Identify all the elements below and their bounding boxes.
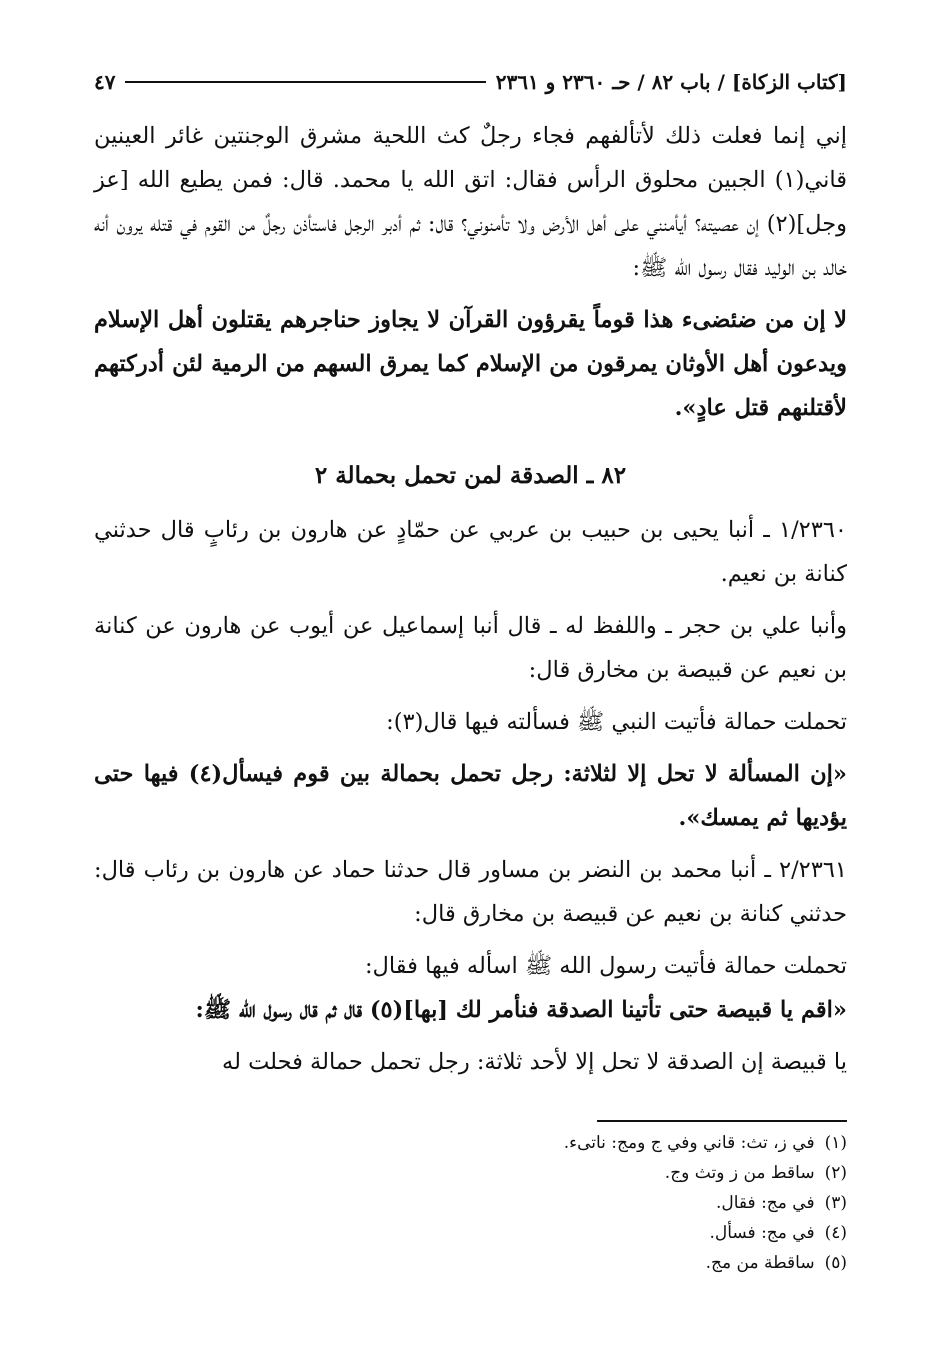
footnote-text: في مج: فسأل. bbox=[709, 1223, 815, 1243]
hadith-2360: ١/٢٣٦٠ ـ أنبا يحيى بن حبيب بن عربي عن حمّادٍ عن هارون بن رئابٍ قال حدثني كنانة بن نعيم. bbox=[94, 517, 847, 587]
footnote-text: ساقط من ز وتث وج. bbox=[664, 1163, 815, 1183]
footnote-number: (٥) bbox=[824, 1253, 847, 1273]
paragraph-4: وأنبا علي بن حجر ـ واللفظ له ـ قال أنبا إسماعيل عن أيوب عن هارون عن كنانة بن نعيم عن قبيصة بن مخارق قال: bbox=[94, 613, 847, 683]
footnote-text: في ز، تث: قاني وفي ج ومج: ناتىء. bbox=[563, 1133, 815, 1153]
footnote bbox=[94, 1218, 847, 1248]
header-title: [كتاب الزكاة] / باب ٨٢ / حـ ٢٣٦٠ و ٢٣٦١ bbox=[495, 70, 847, 94]
footnote-number: (٤) bbox=[824, 1223, 847, 1243]
footnote bbox=[94, 1188, 847, 1218]
paragraph-8: تحملت حمالة فأتيت رسول الله ﷺ اسأله فيها فقال: bbox=[364, 953, 847, 979]
footnote-divider bbox=[597, 1120, 847, 1122]
paragraph-2: لا إن من ضئضىء هذا قوماً يقرؤون القرآن لا يجاوز حناجرهم يقتلون أهل الإسلام ويدعون أهل الأوثان يمرقون من الإسلام كما يمرق السهم من الرمية لئن أدركتهم لأقتلنهم قتل عادٍ». bbox=[94, 307, 847, 421]
footnotes bbox=[94, 1128, 847, 1278]
header-rule bbox=[125, 81, 485, 83]
footnote-text: في مج: فقال. bbox=[716, 1193, 815, 1213]
paragraph-10: يا قبيصة إن الصدقة لا تحل إلا لأحد ثلاثة: رجل تحمل حمالة فحلت له bbox=[222, 1049, 847, 1075]
hadith-2361: ٢/٢٣٦١ ـ أنبا محمد بن النضر بن مساور قال حدثنا حماد عن هارون بن رئاب قال: حدثني كنانة بن نعيم عن قبيصة بن مخارق قال: bbox=[94, 857, 847, 927]
footnote bbox=[94, 1128, 847, 1158]
paragraph-5: تحملت حمالة فأتيت النبي ﷺ فسألته فيها قال(٣): bbox=[386, 709, 847, 735]
page-number: ٤٧ bbox=[94, 70, 116, 94]
footnote-number: (١) bbox=[824, 1133, 847, 1153]
paragraph-1: إني إنما فعلت ذلك لأتألفهم فجاء رجلٌ كث اللحية مشرق الوجنتين غائر العينين قاني(١) الجبين محلوق الرأس فقال: اتق الله يا محمد. قال: فمن يطيع الله [عز وجل](٢) إن عصيته؟ أيأمنني على أهل الأرض ولا تأمنوني؟ قال: ثم أدبر الرجل فاستأذن رجلٌ من القوم في قتله يرون أنه خالد بن الوليد فقال رسول الله ﷺ: bbox=[94, 123, 847, 281]
page-body bbox=[94, 114, 847, 1084]
footnote bbox=[94, 1158, 847, 1188]
footnote-text: ساقطة من مج. bbox=[705, 1253, 815, 1273]
footnote bbox=[94, 1248, 847, 1278]
running-header bbox=[94, 62, 847, 102]
footnote-number: (٢) bbox=[824, 1163, 847, 1183]
paragraph-9: «اقم يا قبيصة حتى تأتينا الصدقة فنأمر لك [بها](٥) قال ثم قال رسول الله ﷺ: bbox=[195, 997, 847, 1023]
section-heading: ٨٢ ـ الصدقة لمن تحمل بحمالة ٢ bbox=[314, 462, 627, 489]
footnote-number: (٣) bbox=[824, 1193, 847, 1213]
paragraph-6: «إن المسألة لا تحل إلا لثلاثة: رجل تحمل بحمالة بين قوم فيسأل(٤) فيها حتى يؤديها ثم يمسك». bbox=[94, 761, 847, 831]
